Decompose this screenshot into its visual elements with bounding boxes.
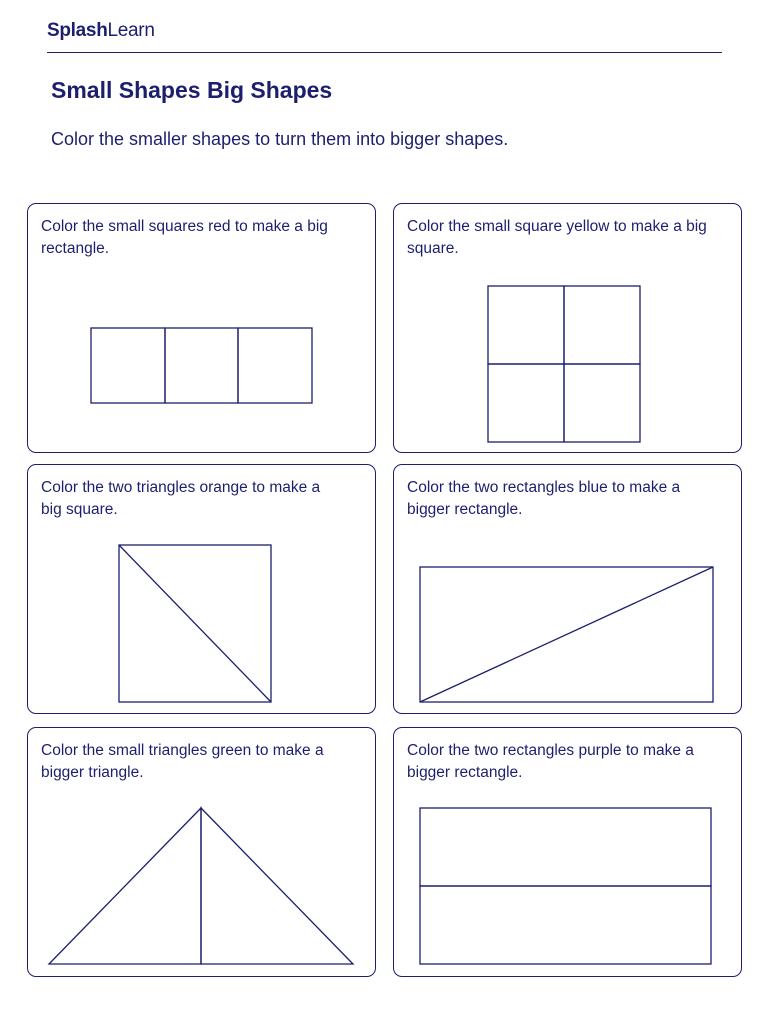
small-rectangle-bottom[interactable] bbox=[420, 886, 711, 964]
exercise-prompt: Color the two rectangles purple to make a bigger rectangle. bbox=[407, 742, 694, 781]
exercise-card-4 bbox=[393, 464, 742, 714]
small-square-bottom-right[interactable] bbox=[564, 364, 640, 442]
exercise-prompt: Color the two triangles orange to make a big square. bbox=[41, 479, 321, 518]
small-square-3[interactable] bbox=[238, 328, 312, 403]
small-square-2[interactable] bbox=[165, 328, 238, 403]
rectangle-split-horizontal-figure bbox=[394, 728, 743, 978]
small-triangle-right[interactable] bbox=[201, 808, 353, 964]
exercise-prompt: Color the small squares red to make a big rectangle. bbox=[41, 218, 328, 257]
exercise-card-3 bbox=[27, 464, 376, 714]
rectangle-split-diagonal-figure bbox=[394, 465, 743, 715]
diagonal-line bbox=[119, 545, 271, 702]
diagonal-line bbox=[420, 567, 713, 702]
small-square-1[interactable] bbox=[91, 328, 165, 403]
logo-light-text: Learn bbox=[107, 20, 155, 41]
exercise-prompt: Color the two rectangles blue to make a bigger rectangle. bbox=[407, 479, 681, 518]
header-divider bbox=[47, 52, 722, 53]
four-squares-grid-figure bbox=[394, 204, 743, 454]
page-title: Small Shapes Big Shapes bbox=[51, 77, 333, 103]
small-rectangle-top[interactable] bbox=[420, 808, 711, 886]
small-square-top-right[interactable] bbox=[564, 286, 640, 364]
worksheet-instructions: Color the smaller shapes to turn them into bigger shapes. bbox=[51, 129, 509, 149]
logo bbox=[47, 20, 155, 42]
exercise-prompt: Color the small triangles green to make a bigger triangle. bbox=[41, 742, 324, 781]
triangle-split-vertical-figure bbox=[28, 728, 377, 978]
exercise-card-1 bbox=[27, 203, 376, 453]
exercise-card-2 bbox=[393, 203, 742, 453]
small-triangle-left[interactable] bbox=[49, 808, 201, 964]
small-square-top-left[interactable] bbox=[488, 286, 564, 364]
three-squares-row-figure bbox=[28, 204, 377, 454]
exercise-card-5 bbox=[27, 727, 376, 977]
square-split-diagonal-figure bbox=[28, 465, 377, 715]
small-square-bottom-left[interactable] bbox=[488, 364, 564, 442]
exercise-prompt: Color the small square yellow to make a big square. bbox=[407, 218, 707, 257]
exercise-card-6 bbox=[393, 727, 742, 977]
logo-strong-text: Splash bbox=[47, 20, 108, 41]
